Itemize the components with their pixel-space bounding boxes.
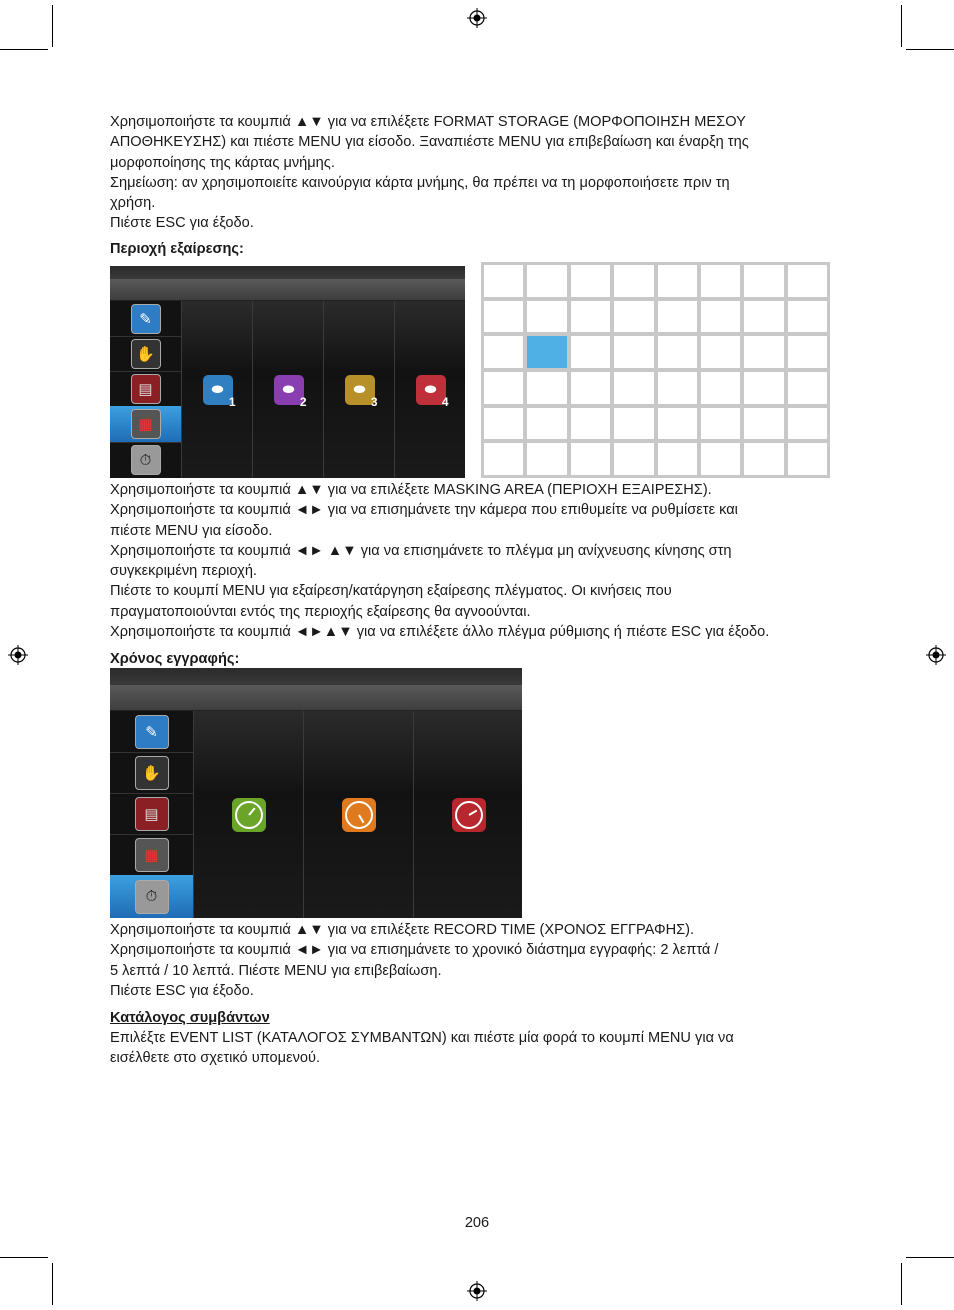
grid-cell[interactable] [571,336,610,368]
grid-cell[interactable] [571,443,610,475]
screen-header-bar [110,279,465,301]
timer-icon: ⏱ [131,445,161,475]
grid-cell[interactable] [571,301,610,333]
grid-cell[interactable] [701,443,740,475]
camera-icon: ⬬ 2 [274,375,304,405]
grid-cell[interactable] [571,408,610,440]
motion-icon: ✋ [135,756,169,790]
edit-icon: ✎ [135,715,169,749]
grid-cell[interactable] [744,265,783,297]
menu-item-edit[interactable] [110,711,193,753]
grid-cell[interactable] [484,372,523,404]
text-line: πιέστε MENU για είσοδο. [110,522,273,539]
grid-cell[interactable] [788,265,827,297]
grid-cell[interactable] [614,336,653,368]
menu-sidebar [110,711,193,918]
text-line: Πιέστε το κουμπί MENU για εξαίρεση/κατάργηση εξαίρεσης πλέγματος. Οι κινήσεις που [110,583,672,600]
crop-mark [901,1263,902,1305]
text-line: Χρησιμοποιήστε τα κουμπιά ▲▼ για να επιλέξετε FORMAT STORAGE (ΜΟΡΦΟΠΟΙΗΣΗ ΜΕΣΟΥ [110,114,746,130]
crop-mark [906,49,954,50]
record-time-option-2[interactable] [303,711,413,918]
text-line: μορφοποίησης της κάρτας μνήμης. [110,154,335,171]
grid-cell[interactable] [614,443,653,475]
camera-number: 4 [441,394,449,409]
text-line: Χρησιμοποιήστε τα κουμπιά ◄► ▲▼ για να επισημάνετε το πλέγμα μη ανίχνευσης κίνησης στη [110,542,732,559]
masking-menu-screen [110,266,465,478]
grid-cell[interactable] [614,408,653,440]
grid-cell[interactable] [744,408,783,440]
masking-grid [481,262,830,478]
grid-cell[interactable] [788,336,827,368]
text-line: Χρησιμοποιήστε τα κουμπιά ◄►▲▼ για να επιλέξετε άλλο πλέγμα ρύθμισης ή πιέστε ESC για έξοδο. [110,624,770,641]
masking-icon: ▦ [131,409,161,439]
camera-icon: ⬬ 3 [345,375,375,405]
text-line: Χρησιμοποιήστε τα κουμπιά ▲▼ για να επιλέξετε MASKING AREA (ΠΕΡΙΟΧΗ ΕΞΑΙΡΕΣΗΣ). [110,482,712,498]
grid-cell[interactable] [701,336,740,368]
text-line: ΑΠΟΘΗΚΕΥΣΗΣ) και πιέστε MENU για είσοδο. Ξαναπιέστε MENU για επιβεβαίωση και έναρξη της [110,134,749,151]
registration-mark-icon [8,645,28,665]
text-line: Χρησιμοποιήστε τα κουμπιά ◄► για να επισημάνετε την κάμερα που επιθυμείτε να ρυθμίσετε και [110,502,738,519]
text-line: 5 λεπτά / 10 λεπτά. Πιέστε MENU για επιβεβαίωση. [110,962,442,979]
sd-card-icon: ▤ [131,374,161,404]
registration-mark-icon [467,1281,487,1301]
event-list-heading: Κατάλογος συμβάντων [110,1010,270,1026]
camera-option-4[interactable] [394,301,465,478]
text-line: χρήση. [110,195,156,212]
grid-cell[interactable] [484,443,523,475]
text-line: Σημείωση: αν χρησιμοποιείτε καινούργια κάρτα μνήμης, θα πρέπει να τη μορφοποιήσετε πριν τη [110,174,730,191]
grid-cell[interactable] [744,336,783,368]
menu-item-masking-area[interactable] [110,834,193,876]
grid-cell[interactable] [614,301,653,333]
menu-item-motion[interactable] [110,336,181,372]
masking-area-heading: Περιοχή εξαίρεσης: [110,241,244,257]
crop-mark [0,1257,48,1258]
crop-mark [901,5,902,47]
grid-cell[interactable] [658,443,697,475]
grid-cell[interactable] [658,408,697,440]
masking-area-instructions [110,480,850,642]
grid-cell[interactable] [527,408,566,440]
camera-number: 1 [228,394,236,409]
grid-cell[interactable] [701,372,740,404]
grid-cell[interactable] [527,301,566,333]
text-line: Χρησιμοποιήστε τα κουμπιά ◄► για να επισημάνετε το χρονικό διάστημα εγγραφής: 2 λεπτά / [110,942,719,959]
text-line: Πιέστε ESC για έξοδο. [110,215,254,232]
grid-cell[interactable] [701,408,740,440]
grid-cell[interactable] [788,301,827,333]
menu-item-masking-area[interactable] [110,406,181,443]
grid-cell[interactable] [614,265,653,297]
clock-icon [342,798,376,832]
record-time-option-1[interactable] [193,711,303,918]
grid-cell[interactable] [788,408,827,440]
grid-cell[interactable] [527,372,566,404]
record-time-menu-screen [110,668,522,918]
registration-mark-icon [467,8,487,28]
crop-mark [906,1257,954,1258]
record-time-heading: Χρόνος εγγραφής: [110,651,240,667]
camera-option-2[interactable] [252,301,324,478]
camera-icon: ⬬ 4 [416,375,446,405]
masking-icon: ▦ [135,838,169,872]
screen-title-bar [110,668,522,685]
crop-mark [52,1263,53,1305]
grid-cell[interactable] [658,265,697,297]
grid-cell[interactable] [788,372,827,404]
camera-option-3[interactable] [323,301,395,478]
format-storage-instructions [110,112,850,234]
screen-header-bar [110,685,522,711]
text-line: πραγματοποιούνται εντός της περιοχής εξαίρεσης θα αγνοούνται. [110,603,531,620]
text-line: Πιέστε ESC για έξοδο. [110,982,254,999]
grid-cell[interactable] [484,408,523,440]
camera-icon: ⬬ 1 [203,375,233,405]
menu-item-edit[interactable] [110,301,181,337]
grid-cell[interactable] [484,301,523,333]
grid-cell[interactable] [788,443,827,475]
menu-item-record-time[interactable] [110,442,181,478]
screen-title-bar [110,266,465,279]
timer-icon: ⏱ [135,880,169,914]
menu-item-record-time[interactable] [110,875,193,918]
page-number: 206 [464,1215,490,1231]
menu-item-format-storage[interactable] [110,793,193,835]
grid-cell[interactable] [658,336,697,368]
text-line: εισέλθετε στο σχετικό υπομενού. [110,1050,321,1067]
grid-cell[interactable] [614,372,653,404]
grid-cell[interactable] [571,372,610,404]
grid-cell[interactable] [744,372,783,404]
crop-mark [0,49,48,50]
grid-cell[interactable] [527,443,566,475]
menu-item-format-storage[interactable] [110,371,181,407]
crop-mark [52,5,53,47]
grid-cell[interactable] [658,301,697,333]
text-line: συγκεκριμένη περιοχή. [110,563,257,580]
edit-icon: ✎ [131,304,161,334]
grid-cell[interactable] [484,336,523,368]
clock-icon [452,798,486,832]
record-time-option-3[interactable] [413,711,522,918]
grid-cell[interactable] [527,265,566,297]
sd-card-icon: ▤ [135,797,169,831]
grid-cell[interactable] [744,301,783,333]
menu-item-motion[interactable] [110,752,193,794]
registration-mark-icon [926,645,946,665]
grid-cell[interactable] [527,336,566,368]
grid-cell[interactable] [701,265,740,297]
menu-sidebar [110,301,181,478]
clock-icon [232,798,266,832]
camera-number: 2 [299,394,307,409]
record-time-instructions [110,920,850,1001]
text-line: Επιλέξτε EVENT LIST (ΚΑΤΑΛΟΓΟΣ ΣΥΜΒΑΝΤΩΝ) και πιέστε μία φορά το κουμπί MENU για να [110,1030,734,1046]
event-list-instructions [110,1028,850,1069]
motion-icon: ✋ [131,339,161,369]
grid-cell[interactable] [744,443,783,475]
camera-option-1[interactable] [181,301,253,478]
text-line: Χρησιμοποιήστε τα κουμπιά ▲▼ για να επιλέξετε RECORD TIME (ΧΡΟΝΟΣ ΕΓΓΡΑΦΗΣ). [110,922,695,938]
grid-cell[interactable] [484,265,523,297]
grid-cell[interactable] [701,301,740,333]
camera-number: 3 [370,394,378,409]
grid-cell[interactable] [571,265,610,297]
grid-cell[interactable] [658,372,697,404]
